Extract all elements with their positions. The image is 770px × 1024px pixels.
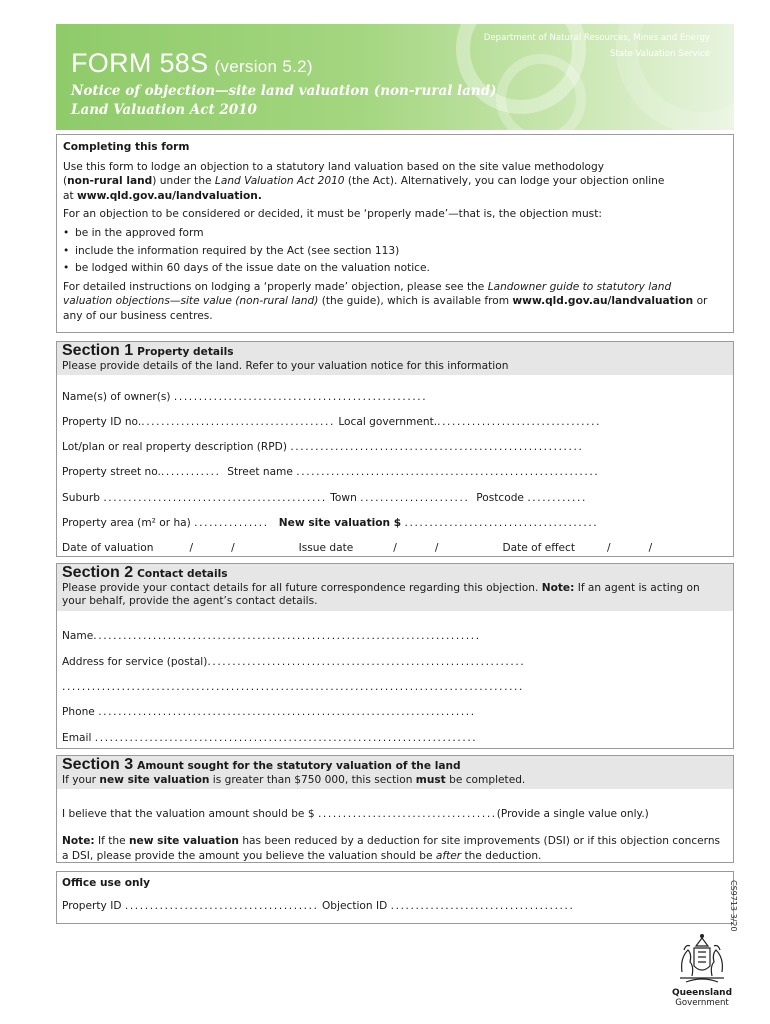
list-item: • include the information required by the Act (see section 113) [63, 244, 727, 259]
field-label: Property street no. [62, 466, 161, 478]
area-field[interactable]: Property area (m² or ha) ............... New site valuation $ ....................................... [62, 517, 599, 529]
notice-title: Notice of objection—site land valuation (non-rural land) [71, 83, 497, 99]
text: If the [94, 835, 129, 847]
text: any of our business centres. [63, 309, 213, 322]
requirements-list [63, 226, 727, 276]
completing-form-box [56, 134, 734, 333]
text: new site valuation [128, 835, 239, 847]
section-title: Section 2 [62, 564, 134, 581]
department-name: Department of Natural Resources, Mines and Energy [483, 33, 710, 43]
email-field[interactable]: Email ............................................................................. [62, 732, 478, 744]
address-line-2-field[interactable]: ............................................................................................. [62, 681, 524, 693]
field-label: Date of valuation [62, 542, 154, 554]
text: new site valuation [99, 773, 210, 786]
list-item: • be lodged within 60 days of the issue date on the valuation notice. [63, 261, 727, 276]
text: (the Act). Alternatively, you can lodge your objection online [344, 175, 665, 188]
office-use-title: Office use only [62, 877, 151, 889]
text: Please provide your contact details for all future correspondence regarding this objection. [62, 581, 542, 594]
street-field[interactable]: Property street no............. Street name ............................................................. [62, 466, 600, 478]
field-label: Town [330, 492, 357, 504]
field-label: Email [62, 732, 92, 744]
text: has been reduced by a deduction for site improvements (DSI) or if this objection concerns [238, 835, 721, 847]
field-label: New site valuation $ [278, 517, 402, 529]
section-header [57, 756, 733, 789]
text: valuation objections—site value (non-rural land) [63, 295, 319, 308]
field-label: Postcode [476, 492, 524, 504]
property-id-field[interactable]: Property ID no........................................ Local government.................................. [62, 416, 602, 428]
section-contact-details [56, 563, 734, 749]
form-code: CS9713 3/20 [729, 880, 738, 932]
field-label: Street name [227, 466, 293, 478]
form-version: (version 5.2) [214, 57, 313, 76]
list-item: • be in the approved form [63, 226, 727, 241]
field-hint: (Provide a single value only.) [496, 808, 649, 820]
text: a DSI, please provide the amount you believe the valuation should be [62, 849, 436, 862]
field-label: Property ID [62, 900, 122, 912]
field-label: Address for service (postal) [62, 656, 208, 668]
address-field[interactable]: Address for service (postal)................................................................ [62, 656, 526, 668]
field-label: Issue date [298, 542, 354, 554]
text: Landowner guide to statutory land [487, 280, 672, 293]
field-label: Name [62, 630, 94, 642]
section-amount-sought [56, 755, 734, 863]
office-ids-field[interactable]: Property ID ....................................... Objection ID ..................................... [62, 900, 575, 912]
name-field[interactable]: Name.............................................................................. [62, 630, 481, 642]
text: your behalf, provide the agent’s contact details. [62, 595, 318, 607]
website-link[interactable]: www.qld.gov.au/landvaluation. [77, 189, 262, 202]
form-subtitle [71, 82, 497, 120]
text: ) under the [152, 175, 215, 188]
owners-field[interactable]: Name(s) of owner(s) ................................................... [62, 391, 428, 403]
field-label: Property area (m² or ha) [62, 517, 191, 529]
suburb-field[interactable]: Suburb ............................................. Town ...................... Postcode ............ [62, 492, 587, 504]
field-label: Suburb [62, 492, 100, 504]
text: (the guide), which is available from [318, 295, 513, 308]
text: Note: [62, 835, 95, 847]
text: at [63, 189, 78, 202]
form-header-banner [56, 24, 734, 130]
text: For detailed instructions on lodging a ‘properly made’ objection, please see the [63, 280, 488, 293]
wordmark-line: Queensland [671, 988, 733, 998]
field-label: I believe that the valuation amount should be $ [62, 808, 315, 820]
date-separator: / [434, 542, 439, 554]
section-instruction: Please provide details of the land. Refer to your valuation notice for this information [62, 359, 509, 372]
field-label: Property ID no. [62, 416, 142, 428]
text: or [693, 295, 708, 308]
phone-field[interactable]: Phone ............................................................................ [62, 706, 476, 718]
date-separator: / [607, 542, 611, 554]
intro-paragraph-1 [63, 160, 727, 204]
act-title: Land Valuation Act 2010 [71, 102, 257, 118]
intro-paragraph-2: For an objection to be considered or decided, it must be ‘properly made’—that is, the objection must: [63, 208, 602, 221]
section-property-details [56, 341, 734, 557]
date-separator: / [189, 542, 194, 554]
text: Land Valuation Act 2010 [214, 175, 345, 188]
amount-field[interactable]: I believe that the valuation amount should be $ ....................................(Provide a single value only.) [62, 808, 649, 820]
text: If an agent is acting on [574, 581, 700, 594]
section-subtitle: Amount sought for the statutory valuation of the land [137, 760, 461, 772]
wordmark-line: Government [675, 998, 729, 1008]
field-label: Local government. [338, 416, 438, 428]
form-title [71, 48, 313, 79]
completing-heading: Completing this form [63, 141, 190, 153]
service-name: State Valuation Service [609, 49, 710, 59]
section-header [57, 342, 733, 375]
date-separator: / [648, 542, 653, 554]
text: must [415, 773, 446, 786]
dsi-note [62, 834, 720, 863]
section-title: Section 1 [62, 342, 134, 359]
text: If your [62, 773, 100, 786]
field-label: Date of effect [502, 542, 576, 554]
section-title: Section 3 [62, 756, 134, 773]
field-label: Lot/plan or real property description (RPD) [62, 441, 287, 453]
dates-field[interactable] [62, 541, 727, 555]
queensland-government-wordmark [670, 988, 734, 1008]
section-header [57, 564, 733, 611]
text: be completed. [445, 773, 526, 786]
date-separator: / [393, 542, 397, 554]
field-label: Phone [62, 706, 95, 718]
text: non-rural land [67, 175, 153, 188]
section-subtitle: Contact details [137, 568, 228, 580]
field-label: Name(s) of owner(s) [62, 391, 171, 403]
section-subtitle: Property details [137, 346, 234, 358]
queensland-crest-logo [672, 932, 732, 988]
text: after [435, 849, 462, 862]
office-use-box [56, 871, 734, 924]
text: is greater than $750 000, this section [209, 773, 416, 786]
intro-paragraph-3 [63, 280, 727, 324]
date-separator: / [231, 542, 235, 554]
website-link[interactable]: www.qld.gov.au/landvaluation [512, 295, 694, 308]
lot-plan-field[interactable]: Lot/plan or real property description (RPD) ........................................................... [62, 441, 584, 453]
text: Use this form to lodge an objection to a statutory land valuation based on the site value methodology [63, 160, 605, 173]
text: Note: [541, 581, 575, 594]
field-label: Objection ID [321, 900, 388, 912]
form-number: FORM 58S [71, 48, 209, 78]
text: the deduction. [461, 849, 542, 862]
text: ( [63, 175, 68, 188]
